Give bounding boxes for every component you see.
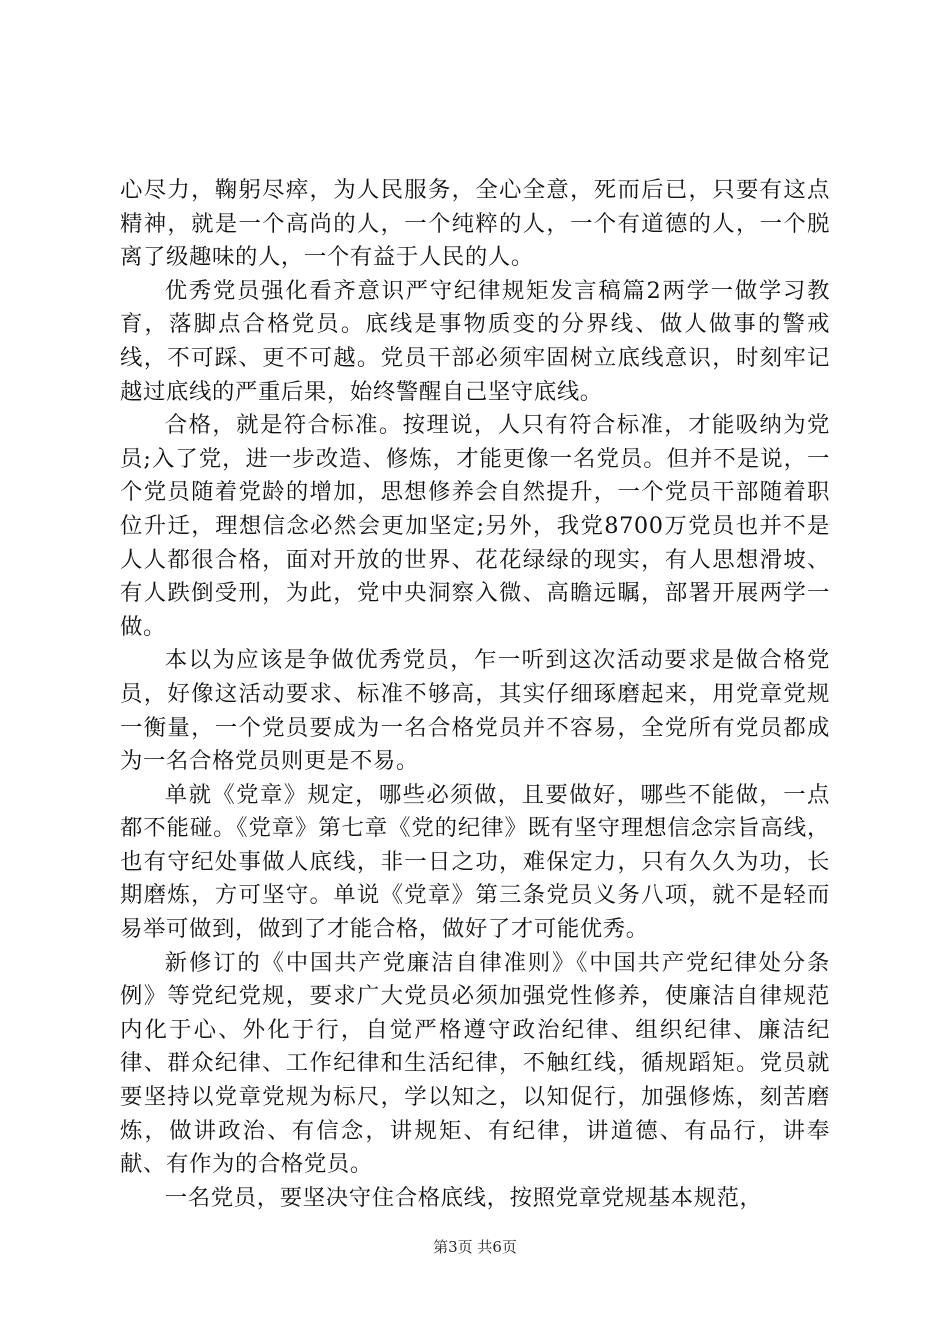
paragraph-5: 单就《党章》规定，哪些必须做，且要做好，哪些不能做，一点都不能碰。《党章》第七章《党的纪律》既有坚守理想信念宗旨高线，也有守纪处事做人底线，非一日之功，难保定力，只有久久为功，长期磨炼，方可坚守。单说《党章》第三条党员义务八项，就不是轻而易举可做到，做到了才能合格，做好了才可能优秀。 [120,781,830,943]
paragraph-1: 心尽力，鞠躬尽瘁，为人民服务，全心全意，死而后已，只要有这点精神，就是一个高尚的人，一个纯粹的人，一个有道德的人，一个脱离了级趣味的人，一个有益于人民的人。 [120,177,830,271]
paragraph-3: 合格，就是符合标准。按理说，人只有符合标准，才能吸纳为党员;入了党，进一步改造、修炼，才能更像一名党员。但并不是说，一个党员随着党龄的增加，思想修养会自然提升，一个党员干部随着职位升迁，理想信念必然会更加坚定;另外，我党8700万党员也并不是人人都很合格，面对开放的世界、花花绿绿的现实，有人思想滑坡、有人跌倒受刑，为此，党中央洞察入微、高瞻远瞩，部署开展两学一做。 [120,412,830,640]
paragraph-7: 一名党员，要坚决守住合格底线，按照党章党规基本规范， [164,1184,763,1211]
paragraph-6: 新修订的《中国共产党廉洁自律准则》《中国共产党纪律处分条例》等党纪党规，要求广大党员必须加强党性修养，使廉洁自律规范内化于心、外化于行，自觉严格遵守政治纪律、组织纪律、廉洁纪律、群众纪律、工作纪律和生活纪律，不触红线，循规蹈矩。党员就要坚持以党章党规为标尺，学以知之，以知促行，加强修炼，刻苦磨炼，做讲政治、有信念，讲规矩、有纪律，讲道德、有品行，讲奉献、有作为的合格党员。 [120,949,830,1178]
paragraph-4: 本以为应该是争做优秀党员，乍一听到这次活动要求是做合格党员，好像这活动要求、标准不够高，其实仔细琢磨起来，用党章党规一衡量，一个党员要成为一名合格党员并不容易，全党所有党员都成为一名合格党员则更是不易。 [120,647,830,775]
paragraph-2: 优秀党员强化看齐意识严守纪律规矩发言稿篇2两学一做学习教育，落脚点合格党员。底线是事物质变的分界线、做人做事的警戒线，不可踩、更不可越。党员干部必须牢固树立底线意识，时刻牢记越过底线的严重后果，始终警醒自己坚守底线。 [120,277,830,405]
page-footer: 第3页 共6页 [433,1238,517,1256]
document-body [120,174,830,1215]
